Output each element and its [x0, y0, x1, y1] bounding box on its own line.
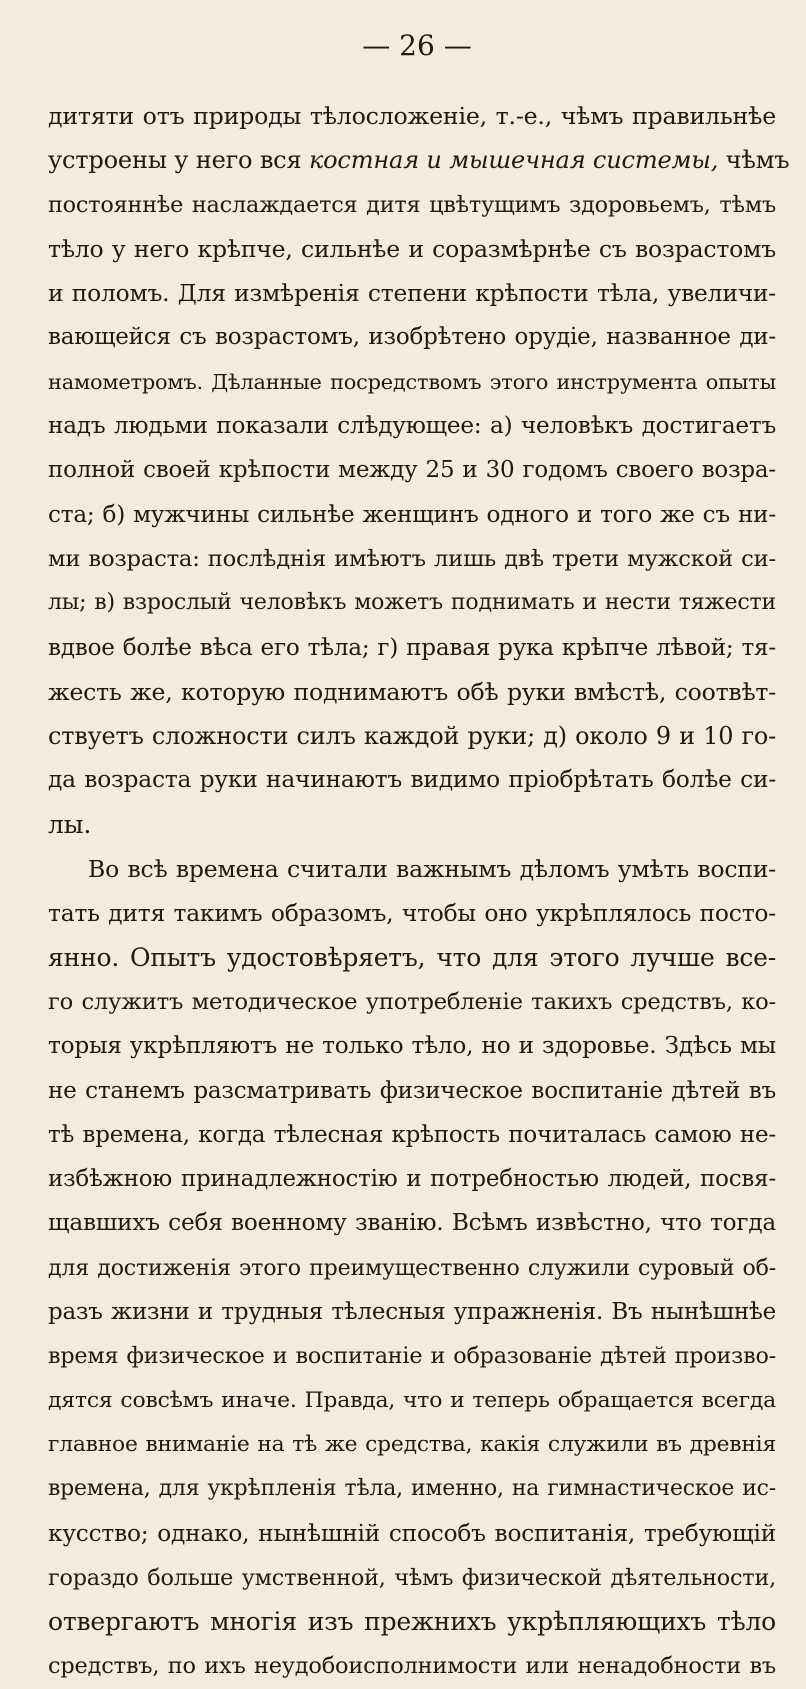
text-line — [48, 138, 790, 182]
text-line: тѣ времена, когда тѣлесная крѣпость почиталась самою не- — [48, 1121, 776, 1148]
paragraph-2 — [48, 847, 776, 1689]
page-number: — 26 — — [362, 29, 472, 62]
text-line: полной своей крѣпости между 25 и 30 годомъ своего возра- — [48, 457, 776, 484]
text-line: кусство; однако, нынѣшній способъ воспитанія, требующій — [48, 1519, 776, 1547]
text-line: дитяти отъ природы тѣлосложеніе, т.-е., чѣмъ правильнѣе — [48, 102, 776, 130]
text-line: жесть же, которую поднимаютъ обѣ руки вмѣстѣ, соотвѣт- — [48, 677, 776, 706]
text-line: да возраста руки начинаютъ видимо пріобрѣтать болѣе си- — [48, 766, 776, 794]
italic-text: костная и мышечная системы, — [308, 146, 719, 175]
text-line: го служитъ методическое употребленіе такихъ средствъ, ко- — [48, 988, 776, 1015]
text-line: и поломъ. Для измѣренія степени крѣпости тѣла, увеличи- — [48, 279, 776, 308]
text-line: средствъ, по ихъ неудобоисполнимости или ненадобности въ — [48, 1653, 776, 1680]
text-line: торыя укрѣпляютъ не только тѣло, но и здоровье. Здѣсь мы — [48, 1032, 776, 1060]
text-line: избѣжною принадлежностію и потребностью людей, посвя- — [48, 1166, 776, 1193]
text-line: для достиженія этого преимущественно служили суровый об- — [48, 1254, 776, 1281]
text-line: ста; б) мужчины сильнѣе женщинъ одного и того же съ ни- — [48, 501, 776, 528]
text-line: не станемъ разсматривать физическое воспитаніе дѣтей въ — [48, 1077, 776, 1104]
text-line: Во всѣ времена считали важнымъ дѣломъ умѣть воспи- — [88, 855, 776, 884]
text-line: главное вниманіе на тѣ же средства, какія служили въ древнія — [48, 1431, 776, 1457]
text-line: намометромъ. Дѣланные посредствомъ этого инструмента опыты — [48, 369, 776, 394]
text-line: надъ людьми показали слѣдующее: а) человѣкъ достигаетъ — [48, 413, 776, 440]
text-line: вдвое болѣе вѣса его тѣла; г) правая рука крѣпче лѣвой; тя- — [48, 634, 776, 661]
text-line: дятся совсѣмъ иначе. Правда, что и теперь обращается всегда — [48, 1387, 776, 1413]
text-line: время физическое и воспитаніе и образованіе дѣтей произво- — [48, 1343, 776, 1370]
text-line: лы; в) взрослый человѣкъ можетъ поднимать и нести тяжести — [48, 590, 776, 616]
text-line: отвергаютъ многія изъ прежнихъ укрѣпляющихъ тѣло — [48, 1607, 776, 1637]
paragraph-1 — [48, 94, 790, 847]
text-line: постояннѣе наслаждается дитя цвѣтущимъ здоровьемъ, тѣмъ — [48, 191, 776, 218]
text-line: лы. — [48, 809, 92, 839]
text-run: устроены у него вся — [48, 146, 309, 175]
text-line: тать дитя такимъ образомъ, чтобы оно укрѣплялось посто- — [48, 899, 776, 928]
text-line: янно. Опытъ удостовѣряетъ, что для этого лучше все- — [48, 942, 776, 972]
text-line: щавшихъ себя военному званію. Всѣмъ извѣстно, что тогда — [48, 1209, 776, 1237]
text-line: ми возраста: послѣднія имѣютъ лишь двѣ трети мужской си- — [48, 545, 776, 572]
text-line: вающейся съ возрастомъ, изобрѣтено орудіе, названное ди- — [48, 324, 776, 351]
text-line: времена, для укрѣпленія тѣла, именно, на гимнастическое ис- — [48, 1476, 776, 1502]
text-line: тѣло у него крѣпче, сильнѣе и соразмѣрнѣе съ возрастомъ — [48, 234, 776, 263]
text-line: ствуетъ сложности силъ каждой руки; д) около 9 и 10 го- — [48, 722, 776, 751]
text-run: чѣмъ — [718, 146, 790, 175]
text-line: разъ жизни и трудныя тѣлесныя упражненія. Въ нынѣшнѣе — [48, 1299, 776, 1326]
text-line: гораздо больше умственной, чѣмъ физической дѣятельности, — [48, 1564, 776, 1591]
